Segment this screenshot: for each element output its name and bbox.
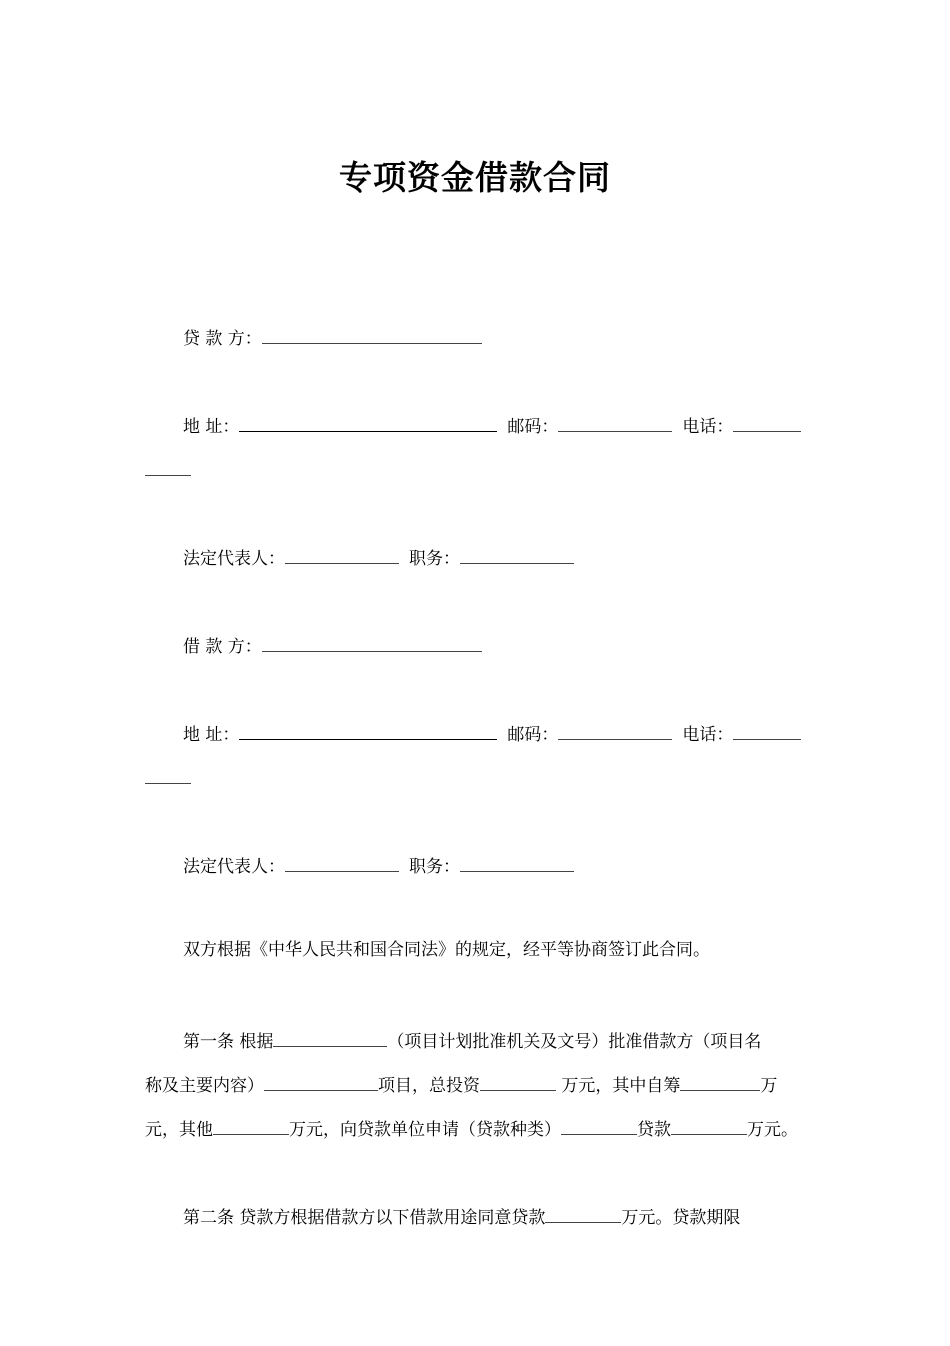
borrower-postcode-label: 邮码： — [507, 725, 559, 745]
borrower-address-line — [145, 719, 853, 747]
article1-text-9: 贷款 — [637, 1120, 671, 1140]
borrower-phone-blank[interactable] — [733, 719, 801, 740]
lender-address-line — [145, 411, 853, 439]
article2-text-2: 万元。贷款期限 — [621, 1208, 741, 1228]
lender-postcode-label: 邮码： — [507, 417, 559, 437]
borrower-phone-label: 电话： — [682, 725, 734, 745]
article1-line3 — [145, 1114, 815, 1142]
borrower-position-blank[interactable] — [460, 851, 574, 872]
lender-rep-label: 法定代表人： — [183, 549, 285, 569]
article1-text-4: 项目，总投资 — [378, 1076, 480, 1096]
lender-name-blank[interactable] — [262, 323, 482, 344]
loan-amount-blank[interactable] — [671, 1114, 747, 1135]
article1-line1 — [145, 1026, 853, 1054]
lender-name-line — [145, 323, 853, 351]
lender-phone-label: 电话： — [682, 417, 734, 437]
intro-paragraph: 双方根据《中华人民共和国合同法》的规定，经平等协商签订此合同。 — [183, 940, 710, 960]
project-name-blank[interactable] — [264, 1070, 378, 1091]
borrower-rep-blank[interactable] — [285, 851, 399, 872]
borrower-phone-blank-cont[interactable] — [145, 763, 191, 784]
self-raised-blank[interactable] — [680, 1070, 760, 1091]
lender-label: 贷 款 方： — [183, 329, 262, 349]
article1-text-10: 万元。 — [747, 1120, 798, 1140]
lender-position-blank[interactable] — [460, 543, 574, 564]
borrower-address-label: 地 址： — [183, 725, 240, 745]
lender-address-label: 地 址： — [183, 417, 240, 437]
other-funds-blank[interactable] — [213, 1114, 289, 1135]
lender-phone-continuation — [145, 455, 815, 483]
approval-blank[interactable] — [273, 1026, 387, 1047]
article1-text-7: 元，其他 — [145, 1120, 213, 1140]
agreed-loan-blank[interactable] — [545, 1202, 621, 1223]
lender-address-blank[interactable] — [239, 411, 497, 432]
article1-line2 — [145, 1070, 815, 1098]
lender-rep-line — [145, 543, 853, 571]
article1-text-8: 万元，向贷款单位申请（贷款种类） — [289, 1120, 561, 1140]
borrower-rep-label: 法定代表人： — [183, 857, 285, 877]
article1-text-5: 万元，其中自筹 — [556, 1076, 681, 1096]
lender-phone-blank[interactable] — [733, 411, 801, 432]
total-investment-blank[interactable] — [480, 1070, 556, 1091]
lender-postcode-blank[interactable] — [558, 411, 672, 432]
borrower-name-blank[interactable] — [262, 631, 482, 652]
article1-text-1: 第一条 根据 — [183, 1032, 274, 1052]
article1-text-3: 称及主要内容） — [145, 1076, 264, 1096]
borrower-label: 借 款 方： — [183, 637, 262, 657]
lender-position-label: 职务： — [409, 549, 460, 569]
borrower-postcode-blank[interactable] — [558, 719, 672, 740]
article1-text-2: （项目计划批准机关及文号）批准借款方（项目名 — [387, 1032, 762, 1052]
borrower-phone-continuation — [145, 763, 815, 791]
article1-text-6: 万 — [760, 1076, 778, 1096]
borrower-rep-line — [145, 851, 853, 879]
borrower-position-label: 职务： — [409, 857, 460, 877]
article2-line1 — [145, 1202, 853, 1230]
article2-text-1: 第二条 贷款方根据借款方以下借款用途同意贷款 — [183, 1208, 546, 1228]
page-title: 专项资金借款合同 — [339, 158, 611, 197]
borrower-address-blank[interactable] — [239, 719, 497, 740]
borrower-name-line — [145, 631, 853, 659]
lender-phone-blank-cont[interactable] — [145, 455, 191, 476]
lender-rep-blank[interactable] — [285, 543, 399, 564]
loan-type-blank[interactable] — [561, 1114, 637, 1135]
